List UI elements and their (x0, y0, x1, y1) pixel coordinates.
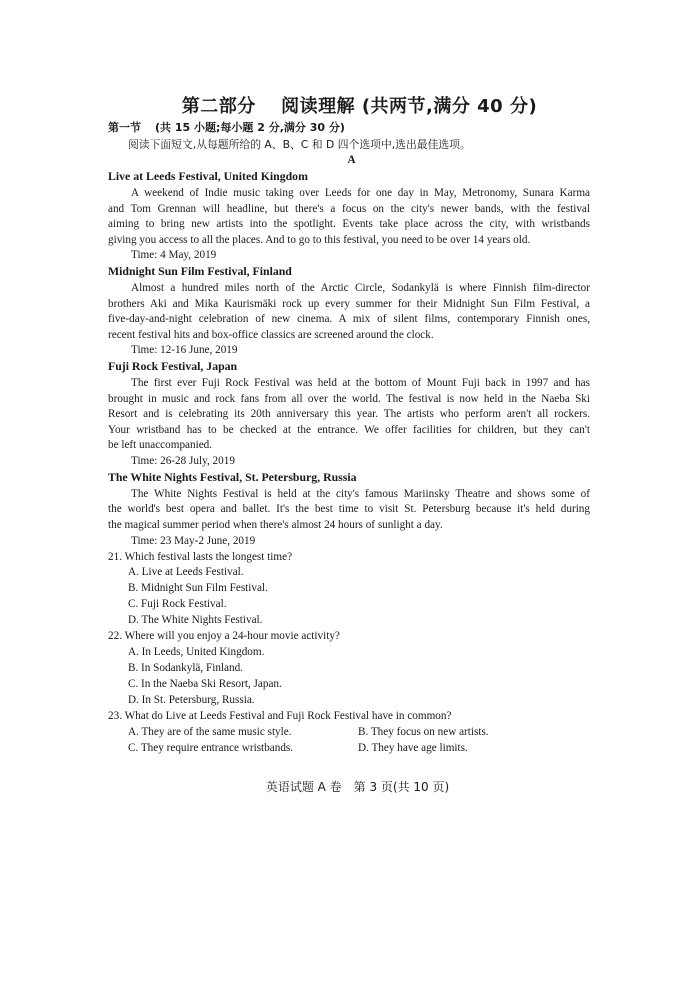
festival-text-line: brought in music and rock fans from all over the world. The festival is now held in the Naeba Ski (108, 393, 590, 405)
question-option: D. They have age limits. (358, 742, 468, 754)
question-option: C. In the Naeba Ski Resort, Japan. (128, 678, 282, 690)
festival-time: Time: 4 May, 2019 (131, 249, 217, 261)
festival-heading: The White Nights Festival, St. Petersburg, Russia (108, 470, 357, 484)
festival-text-line: recent festival hits and box-office classics are screened around the clock. (108, 329, 434, 341)
festival-text-line: the world's best opera and ballet. It's the best time to visit St. Petersburg because it's held during (108, 503, 590, 515)
section-info: (共 15 小题;每小题 2 分,满分 30 分) (155, 121, 345, 134)
question-stem: 23. What do Live at Leeds Festival and Fuji Rock Festival have in common? (108, 710, 452, 722)
festival-text-line: brothers Aki and Mika Kaurismäki rock up every summer for their Midnight Sun Film Festival, a (108, 298, 590, 310)
question-option: A. Live at Leeds Festival. (128, 566, 244, 578)
question-stem: 21. Which festival lasts the longest time? (108, 551, 293, 563)
festival-heading: Midnight Sun Film Festival, Finland (108, 264, 292, 278)
festival-text-line: aiming to bring new artists into the spotlight. Events take place across the city, with wristbands (108, 218, 590, 230)
question-option: D. The White Nights Festival. (128, 614, 263, 626)
festival-heading: Fuji Rock Festival, Japan (108, 359, 238, 373)
festival-time: Time: 23 May-2 June, 2019 (131, 535, 256, 547)
section-instruction: 阅读下面短文,从每题所给的 A、B、C 和 D 四个选项中,选出最佳选项。 (128, 138, 471, 151)
question-option: B. They focus on new artists. (358, 726, 489, 738)
page-footer: 英语试题 A 卷 第 3 页(共 10 页) (265, 780, 450, 794)
question-option: C. They require entrance wristbands. (128, 742, 294, 754)
festival-text-line: The first ever Fuji Rock Festival was held at the bottom of Mount Fuji back in 1997 and has (131, 377, 590, 389)
section-label: 第一节 (108, 121, 141, 134)
question-option: B. Midnight Sun Film Festival. (128, 582, 268, 594)
section-header (108, 121, 345, 135)
festival-text-line: and Tom Grennan will headline, but there's a focus on the city's newer bands, with the festival (108, 203, 590, 215)
festival-heading: Live at Leeds Festival, United Kingdom (108, 169, 308, 183)
question-option: A. They are of the same music style. (128, 726, 292, 738)
festival-text-line: the magical summer period when there's almost 24 hours of sunlight a day. (108, 519, 443, 531)
part-title: 第二部分 阅读理解 (共两节,满分 40 分) (181, 96, 538, 117)
passage-letter: A (347, 154, 356, 166)
festival-text-line: giving you access to all the places. And to go to this festival, you need to be over 14 years old. (108, 234, 531, 246)
festival-time: Time: 26-28 July, 2019 (131, 455, 235, 467)
festival-text-line: be left unaccompanied. (108, 439, 213, 451)
festival-text-line: five-day-and-night celebration of new cinema. A mix of silent films, contemporary Finnish ones, (108, 313, 590, 325)
festival-text-line: Resort and is celebrating its 20th anniversary this year. The artists who perform aren't all rockers. (108, 408, 590, 420)
question-stem: 22. Where will you enjoy a 24-hour movie activity? (108, 630, 340, 642)
festival-text-line: Your wristband has to be checked at the entrance. We offer facilities for children, but they can't (108, 424, 590, 436)
question-option: B. In Sodankylä, Finland. (128, 662, 243, 674)
festival-time: Time: 12-16 June, 2019 (131, 344, 238, 356)
festival-text-line: Almost a hundred miles north of the Arctic Circle, Sodankylä is where Finnish film-director (131, 282, 590, 294)
festival-text-line: A weekend of Indie music taking over Leeds for one day in May, Metronomy, Sunara Karma (131, 187, 590, 199)
question-option: A. In Leeds, United Kingdom. (128, 646, 265, 658)
festival-text-line: The White Nights Festival is held at the city's famous Mariinsky Theatre and shows some of (131, 488, 590, 500)
question-option: C. Fuji Rock Festival. (128, 598, 227, 610)
question-option: D. In St. Petersburg, Russia. (128, 694, 255, 706)
